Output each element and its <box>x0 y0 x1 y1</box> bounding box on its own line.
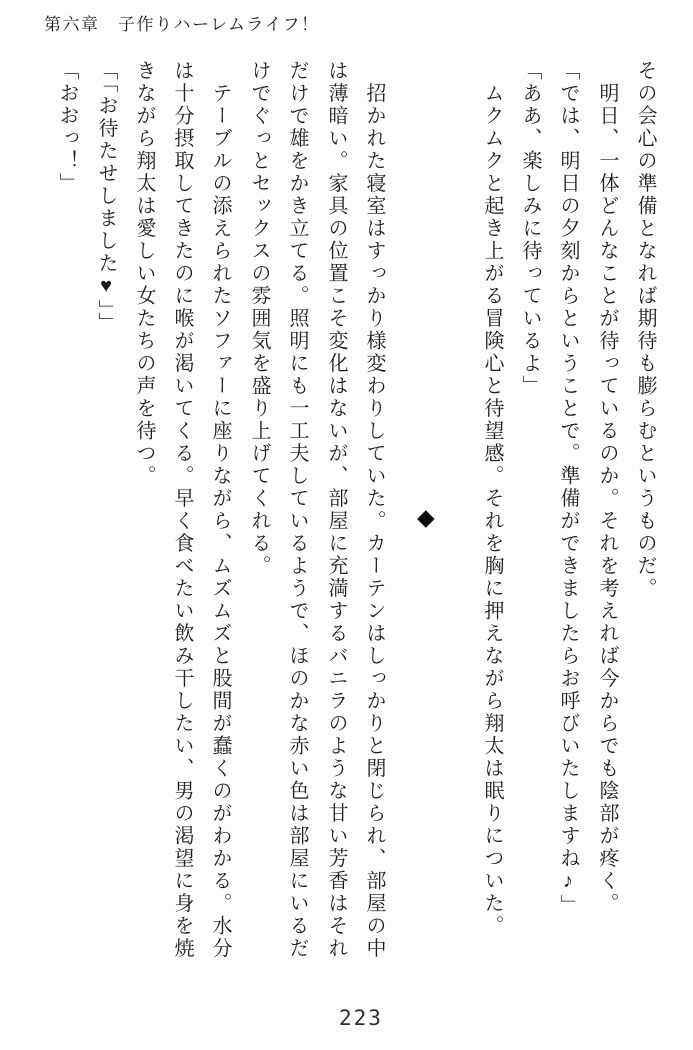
text-column-2: 明日、一体どんなことが待っているのか。それを考えれば今からでも陰部が疼く。 <box>596 60 618 915</box>
text-column-1: その会心の準備となれば期待も膨らむというものだ。 <box>634 60 656 600</box>
text-column-13: 「「お待たせしました♥」」 <box>95 60 117 335</box>
text-column-4: 「ああ、楽しみに待っているよ」 <box>519 60 541 398</box>
text-column-10: テーブルの添えられたソファーに座りながら、ムズムズと股間が蠢くのがわかる。水分 <box>209 60 231 960</box>
text-column-12: きながら翔太は愛しい女たちの声を待つ。 <box>133 60 155 488</box>
page-number: 223 <box>339 1006 383 1030</box>
text-column-8: だけで雄をかき立てる。照明にも一工夫しているようで、ほのかな赤い色は部屋にいるだ <box>286 60 308 960</box>
text-column-3: 「では、明日の夕刻からということで。準備ができましたらお呼びいたしますね♪」 <box>557 60 579 917</box>
scene-divider-diamond-icon: ◆ <box>417 505 435 530</box>
text-column-6: 招かれた寝室はすっかり様変わりしていた。カーテンはしっかりと閉じられ、部屋の中 <box>363 60 385 960</box>
chapter-header: 第六章 子作りハーレムライフ！ <box>44 15 320 34</box>
text-column-5: ムクムクと起き上がる冒険心と待望感。それを胸に押えながら翔太は眠りについた。 <box>481 60 503 938</box>
text-column-7: は薄暗い。家具の位置こそ変化はないが、部屋に充満するバニラのような甘い芳香はそれ <box>325 60 347 960</box>
text-column-9: けでぐっとセックスの雰囲気を盛り上げてくれる。 <box>248 60 270 578</box>
text-column-14: 「おおっ！」 <box>56 60 78 195</box>
text-column-11: は十分摂取してきたのに喉が渇いてくる。早く食べたい飲み干したい、男の渇望に身を焼 <box>171 60 193 960</box>
